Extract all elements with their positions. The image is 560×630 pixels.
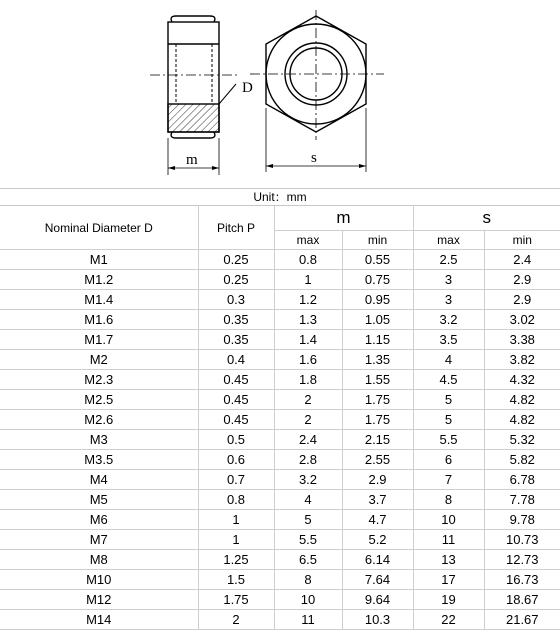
cell-nominal-diameter: M1.7 bbox=[0, 330, 198, 350]
cell-s-min: 4.82 bbox=[484, 390, 560, 410]
header-s-min: min bbox=[484, 231, 560, 250]
table-header-row bbox=[0, 206, 560, 231]
cell-m-max: 1.4 bbox=[274, 330, 342, 350]
cell-nominal-diameter: M2.5 bbox=[0, 390, 198, 410]
cell-nominal-diameter: M7 bbox=[0, 530, 198, 550]
table-row bbox=[0, 270, 560, 290]
table-row bbox=[0, 490, 560, 510]
cell-m-min: 5.2 bbox=[342, 530, 413, 550]
table-row bbox=[0, 510, 560, 530]
table-row bbox=[0, 370, 560, 390]
header-m: m bbox=[274, 206, 413, 231]
cell-s-min: 18.67 bbox=[484, 590, 560, 610]
cell-s-max: 13 bbox=[413, 550, 484, 570]
cell-pitch: 0.25 bbox=[198, 270, 274, 290]
cell-m-max: 0.8 bbox=[274, 250, 342, 270]
cell-m-min: 3.7 bbox=[342, 490, 413, 510]
cell-m-min: 2.55 bbox=[342, 450, 413, 470]
cell-s-min: 21.67 bbox=[484, 610, 560, 630]
cell-pitch: 1 bbox=[198, 510, 274, 530]
cell-s-max: 3.5 bbox=[413, 330, 484, 350]
cell-m-max: 8 bbox=[274, 570, 342, 590]
hex-nut-technical-drawing bbox=[0, 0, 560, 188]
cell-pitch: 0.8 bbox=[198, 490, 274, 510]
cell-s-min: 10.73 bbox=[484, 530, 560, 550]
cell-s-max: 4 bbox=[413, 350, 484, 370]
cell-pitch: 2 bbox=[198, 610, 274, 630]
cell-pitch: 0.7 bbox=[198, 470, 274, 490]
cell-m-min: 1.75 bbox=[342, 410, 413, 430]
cell-nominal-diameter: M6 bbox=[0, 510, 198, 530]
cell-s-min: 4.82 bbox=[484, 410, 560, 430]
cell-pitch: 0.45 bbox=[198, 390, 274, 410]
cell-nominal-diameter: M1 bbox=[0, 250, 198, 270]
cell-nominal-diameter: M1.4 bbox=[0, 290, 198, 310]
header-m-min: min bbox=[342, 231, 413, 250]
cell-pitch: 0.4 bbox=[198, 350, 274, 370]
table-body bbox=[0, 250, 560, 630]
cell-nominal-diameter: M2.3 bbox=[0, 370, 198, 390]
header-m-max: max bbox=[274, 231, 342, 250]
cell-pitch: 1 bbox=[198, 530, 274, 550]
cell-nominal-diameter: M3.5 bbox=[0, 450, 198, 470]
cell-m-min: 10.3 bbox=[342, 610, 413, 630]
cell-m-min: 1.05 bbox=[342, 310, 413, 330]
cell-s-max: 5.5 bbox=[413, 430, 484, 450]
table-row bbox=[0, 570, 560, 590]
cell-pitch: 0.45 bbox=[198, 370, 274, 390]
cell-m-max: 2 bbox=[274, 410, 342, 430]
cell-m-max: 2.8 bbox=[274, 450, 342, 470]
cell-m-min: 0.95 bbox=[342, 290, 413, 310]
cell-s-min: 5.32 bbox=[484, 430, 560, 450]
table-row bbox=[0, 470, 560, 490]
table-row bbox=[0, 350, 560, 370]
cell-pitch: 1.5 bbox=[198, 570, 274, 590]
cell-nominal-diameter: M8 bbox=[0, 550, 198, 570]
cell-pitch: 0.5 bbox=[198, 430, 274, 450]
table-row bbox=[0, 290, 560, 310]
table-row bbox=[0, 250, 560, 270]
cell-m-min: 0.75 bbox=[342, 270, 413, 290]
cell-m-min: 9.64 bbox=[342, 590, 413, 610]
cell-s-min: 7.78 bbox=[484, 490, 560, 510]
dimension-label-s: s bbox=[311, 150, 317, 166]
cell-s-min: 16.73 bbox=[484, 570, 560, 590]
cell-s-max: 3.2 bbox=[413, 310, 484, 330]
cell-s-max: 11 bbox=[413, 530, 484, 550]
cell-pitch: 0.6 bbox=[198, 450, 274, 470]
cell-nominal-diameter: M4 bbox=[0, 470, 198, 490]
cell-s-max: 2.5 bbox=[413, 250, 484, 270]
cell-m-min: 2.15 bbox=[342, 430, 413, 450]
cell-s-max: 3 bbox=[413, 290, 484, 310]
dimension-label-d: D bbox=[242, 80, 253, 96]
cell-m-max: 1.6 bbox=[274, 350, 342, 370]
table-row bbox=[0, 310, 560, 330]
header-s-max: max bbox=[413, 231, 484, 250]
cell-nominal-diameter: M5 bbox=[0, 490, 198, 510]
cell-pitch: 0.3 bbox=[198, 290, 274, 310]
cell-nominal-diameter: M1.6 bbox=[0, 310, 198, 330]
cell-m-min: 4.7 bbox=[342, 510, 413, 530]
cell-s-min: 6.78 bbox=[484, 470, 560, 490]
table-row bbox=[0, 450, 560, 470]
cell-pitch: 0.35 bbox=[198, 330, 274, 350]
cell-nominal-diameter: M12 bbox=[0, 590, 198, 610]
cell-pitch: 0.45 bbox=[198, 410, 274, 430]
cell-m-min: 0.55 bbox=[342, 250, 413, 270]
table-row bbox=[0, 390, 560, 410]
cell-m-min: 1.55 bbox=[342, 370, 413, 390]
cell-s-min: 2.9 bbox=[484, 290, 560, 310]
cell-s-max: 8 bbox=[413, 490, 484, 510]
unit-label: Unit：mm bbox=[0, 188, 560, 206]
cell-pitch: 0.35 bbox=[198, 310, 274, 330]
cell-m-min: 1.15 bbox=[342, 330, 413, 350]
table-row bbox=[0, 590, 560, 610]
hex-nut-spec-table bbox=[0, 206, 560, 630]
cell-s-min: 4.32 bbox=[484, 370, 560, 390]
cell-m-min: 2.9 bbox=[342, 470, 413, 490]
cell-s-max: 3 bbox=[413, 270, 484, 290]
cell-nominal-diameter: M3 bbox=[0, 430, 198, 450]
dimension-label-m: m bbox=[186, 152, 198, 168]
cell-m-max: 10 bbox=[274, 590, 342, 610]
cell-s-min: 3.02 bbox=[484, 310, 560, 330]
cell-s-min: 2.9 bbox=[484, 270, 560, 290]
cell-m-max: 5 bbox=[274, 510, 342, 530]
cell-nominal-diameter: M1.2 bbox=[0, 270, 198, 290]
cell-s-max: 19 bbox=[413, 590, 484, 610]
cell-m-min: 6.14 bbox=[342, 550, 413, 570]
cell-s-min: 9.78 bbox=[484, 510, 560, 530]
cell-m-max: 2.4 bbox=[274, 430, 342, 450]
table-row bbox=[0, 410, 560, 430]
header-pitch: Pitch P bbox=[198, 206, 274, 250]
cell-s-max: 4.5 bbox=[413, 370, 484, 390]
cell-s-min: 3.38 bbox=[484, 330, 560, 350]
cell-s-max: 7 bbox=[413, 470, 484, 490]
cell-m-max: 3.2 bbox=[274, 470, 342, 490]
cell-m-min: 1.75 bbox=[342, 390, 413, 410]
table-row bbox=[0, 550, 560, 570]
cell-nominal-diameter: M14 bbox=[0, 610, 198, 630]
cell-m-min: 1.35 bbox=[342, 350, 413, 370]
cell-m-max: 6.5 bbox=[274, 550, 342, 570]
cell-nominal-diameter: M10 bbox=[0, 570, 198, 590]
cell-m-max: 4 bbox=[274, 490, 342, 510]
cell-s-max: 5 bbox=[413, 390, 484, 410]
cell-m-min: 7.64 bbox=[342, 570, 413, 590]
cell-s-min: 2.4 bbox=[484, 250, 560, 270]
table-row bbox=[0, 330, 560, 350]
table-row bbox=[0, 530, 560, 550]
cell-m-max: 1.2 bbox=[274, 290, 342, 310]
cell-m-max: 2 bbox=[274, 390, 342, 410]
nut-top-view bbox=[250, 10, 384, 172]
cell-s-max: 17 bbox=[413, 570, 484, 590]
cell-pitch: 0.25 bbox=[198, 250, 274, 270]
cell-s-max: 10 bbox=[413, 510, 484, 530]
cell-m-max: 5.5 bbox=[274, 530, 342, 550]
table-row bbox=[0, 430, 560, 450]
cell-s-max: 5 bbox=[413, 410, 484, 430]
cell-s-min: 5.82 bbox=[484, 450, 560, 470]
cell-s-min: 12.73 bbox=[484, 550, 560, 570]
cell-s-max: 6 bbox=[413, 450, 484, 470]
cell-m-max: 1.3 bbox=[274, 310, 342, 330]
cell-s-min: 3.82 bbox=[484, 350, 560, 370]
cell-s-max: 22 bbox=[413, 610, 484, 630]
cell-pitch: 1.25 bbox=[198, 550, 274, 570]
cell-m-max: 11 bbox=[274, 610, 342, 630]
cell-nominal-diameter: M2 bbox=[0, 350, 198, 370]
cell-nominal-diameter: M2.6 bbox=[0, 410, 198, 430]
cell-pitch: 1.75 bbox=[198, 590, 274, 610]
hex-nut-drawing-svg bbox=[0, 0, 560, 188]
cell-m-max: 1.8 bbox=[274, 370, 342, 390]
header-nominal-diameter: Nominal Diameter D bbox=[0, 206, 198, 250]
cell-m-max: 1 bbox=[274, 270, 342, 290]
header-s: s bbox=[413, 206, 560, 231]
